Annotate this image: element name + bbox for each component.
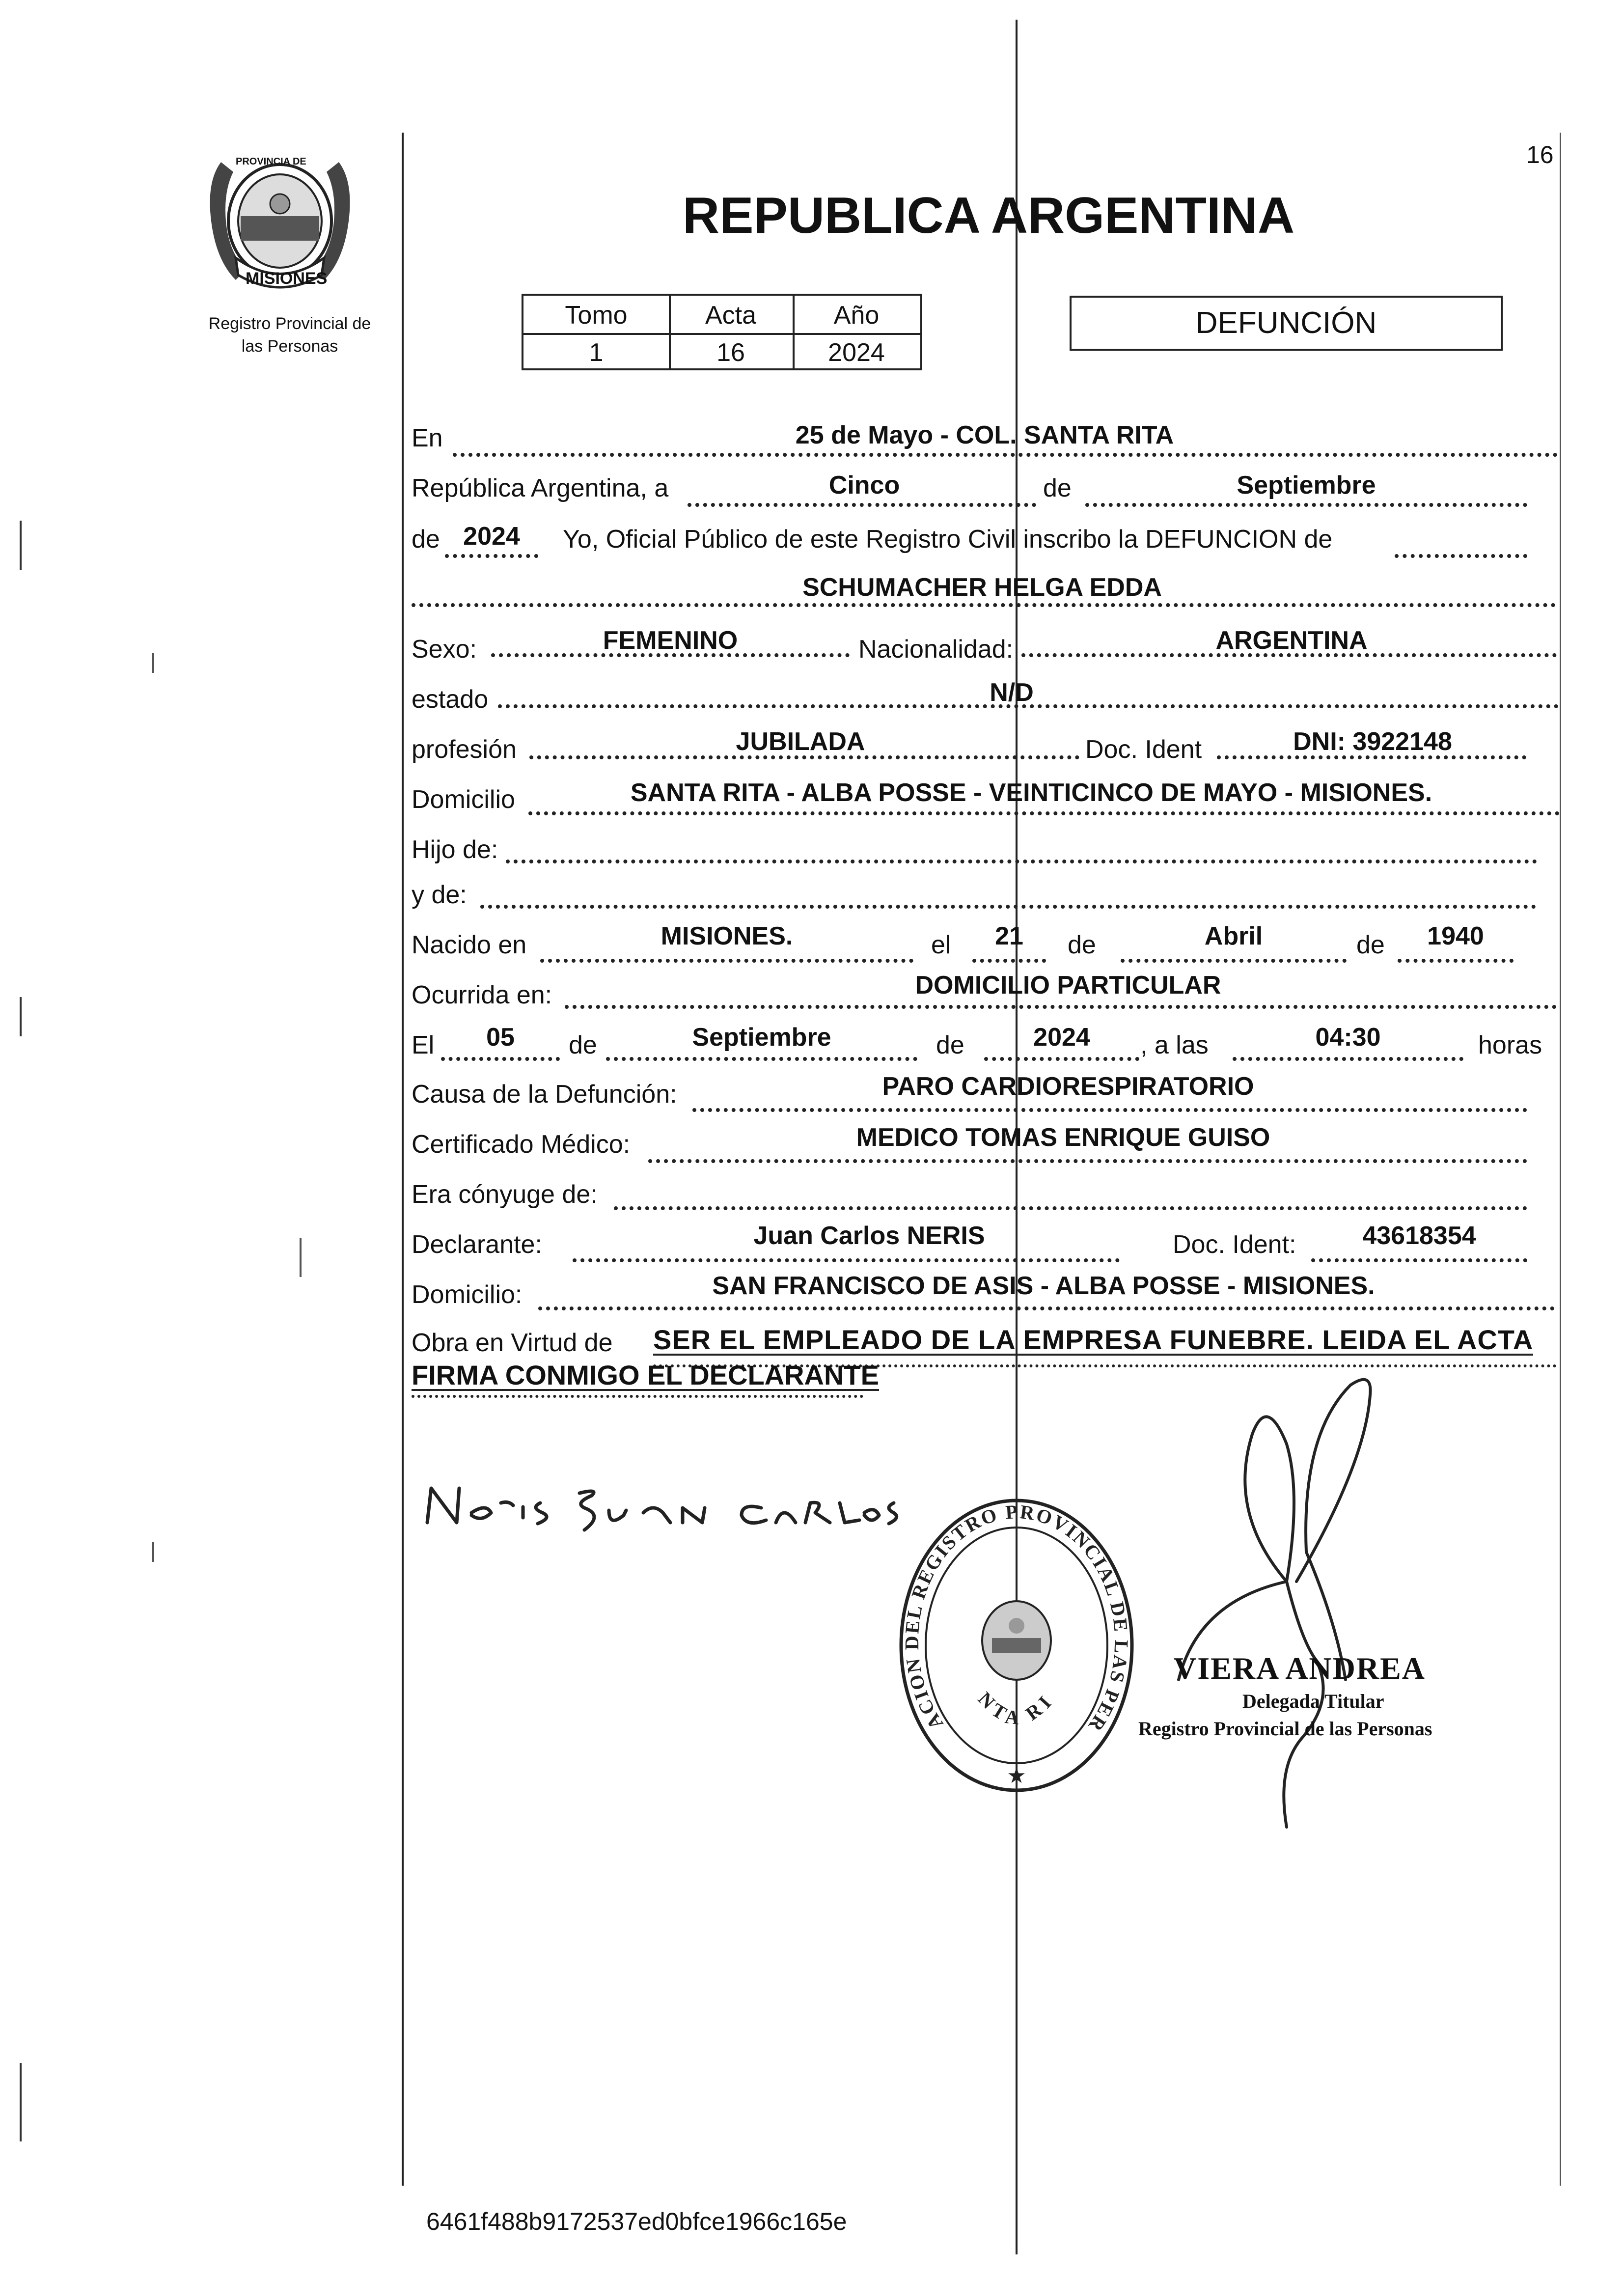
birth-year: 1940	[1427, 922, 1484, 950]
decl-doc-value: 43618354	[1362, 1222, 1476, 1250]
sexo-label: Sexo:	[412, 635, 477, 664]
registry-oval-stamp	[894, 1493, 1139, 1798]
month-value: Septiembre	[1237, 471, 1376, 500]
right-margin-line	[1560, 133, 1561, 2186]
decl-doc-label: Doc. Ident:	[1173, 1230, 1296, 1259]
conyuge-label: Era cónyuge de:	[412, 1180, 598, 1209]
nacionalidad-value: ARGENTINA	[1215, 626, 1368, 655]
horas-label: horas	[1478, 1031, 1542, 1059]
de-label: de	[1043, 474, 1072, 502]
death-month: Septiembre	[692, 1023, 831, 1052]
causa-label: Causa de la Defunción:	[412, 1080, 677, 1109]
death-de1: de	[569, 1031, 597, 1059]
nacido-label: Nacido en	[412, 931, 527, 959]
stamp-text-inner: NTA RI	[973, 1687, 1059, 1729]
ocurrida-label: Ocurrida en:	[412, 981, 552, 1009]
estado-label: estado	[412, 685, 489, 714]
declarante-label: Declarante:	[412, 1230, 542, 1259]
year-value: 2024	[463, 522, 520, 551]
estado-value: N/D	[990, 678, 1034, 707]
statement-text: Yo, Oficial Público de este Registro Civil inscribo la DEFUNCION de	[563, 525, 1333, 554]
header-title: REPUBLICA ARGENTINA	[683, 187, 1295, 244]
domicilio-label: Domicilio	[412, 785, 515, 814]
table-header-acta: Acta	[705, 301, 757, 330]
obra-label: Obra en Virtud de	[412, 1329, 613, 1357]
yde-label: y de:	[412, 881, 467, 909]
el-label: el	[931, 931, 951, 959]
doc-value: DNI: 3922148	[1293, 727, 1452, 756]
year-prefix-label: de	[412, 525, 440, 554]
ocurrida-value: DOMICILIO PARTICULAR	[915, 971, 1221, 1000]
official-stamp-office: Registro Provincial de las Personas	[1138, 1718, 1432, 1740]
hijo-label: Hijo de:	[412, 835, 498, 864]
decl-domicilio-value: SAN FRANCISCO DE ASIS - ALBA POSSE - MISIONES.	[712, 1272, 1375, 1300]
death-de2: de	[936, 1031, 964, 1059]
en-value: 25 de Mayo - COL. SANTA RITA	[795, 421, 1174, 449]
official-stamp-role: Delegada Titular	[1242, 1690, 1384, 1712]
record-table	[522, 294, 922, 370]
nacido-value: MISIONES.	[661, 922, 793, 950]
table-header-ano: Año	[833, 301, 880, 330]
obra-value-line2: FIRMA CONMIGO EL DECLARANTE	[412, 1360, 879, 1390]
nacionalidad-label: Nacionalidad:	[858, 635, 1014, 664]
republica-label: República Argentina, a	[412, 474, 669, 502]
profesion-label: profesión	[412, 735, 517, 764]
sexo-value: FEMENINO	[603, 626, 738, 655]
document-hash: 6461f488b9172537ed0bfce1966c165e	[426, 2208, 847, 2235]
certificado-label: Certificado Médico:	[412, 1130, 631, 1159]
logo-text-top: PROVINCIA DE	[236, 156, 306, 167]
table-value-tomo: 1	[589, 338, 604, 367]
table-value-ano: 2024	[828, 338, 885, 367]
registry-name-line1: Registro Provincial de	[208, 314, 371, 333]
left-margin-line	[402, 133, 404, 2186]
birth-month: Abril	[1204, 922, 1263, 950]
doc-label: Doc. Ident	[1085, 735, 1202, 764]
decl-domicilio-label: Domicilio:	[412, 1280, 523, 1309]
deceased-name: SCHUMACHER HELGA EDDA	[802, 573, 1162, 602]
obra-value-line1: SER EL EMPLEADO DE LA EMPRESA FUNEBRE. LEIDA EL ACTA	[653, 1324, 1534, 1355]
certificado-value: MEDICO TOMAS ENRIQUE GUISO	[856, 1123, 1270, 1152]
causa-value: PARO CARDIORESPIRATORIO	[882, 1072, 1254, 1101]
profesion-value: JUBILADA	[736, 727, 865, 756]
svg-text:★: ★	[1007, 1764, 1026, 1788]
el2-label: El	[412, 1031, 435, 1059]
page-number: 16	[1526, 141, 1554, 168]
registry-name-line2: las Personas	[241, 337, 338, 356]
birth-de1: de	[1068, 931, 1096, 959]
table-header-tomo: Tomo	[565, 301, 628, 330]
table-value-acta: 16	[716, 338, 745, 367]
alas-label: , a las	[1140, 1031, 1209, 1059]
domicilio-value: SANTA RITA - ALBA POSSE - VEINTICINCO DE MAYO - MISIONES.	[630, 778, 1432, 807]
death-time: 04:30	[1315, 1023, 1381, 1052]
declarant-signature	[422, 1469, 904, 1547]
official-signature	[1139, 1365, 1444, 1866]
stamp-text-outer: ACION DEL REGISTRO PROVINCIAL DE LAS PER	[900, 1500, 1133, 1737]
en-label: En	[412, 424, 443, 452]
record-type-box: DEFUNCIÓN	[1070, 296, 1503, 351]
death-day: 05	[486, 1023, 515, 1052]
day-value: Cinco	[828, 471, 900, 500]
official-stamp-name: VIERA ANDREA	[1174, 1651, 1426, 1686]
death-year: 2024	[1033, 1023, 1090, 1052]
declarante-value: Juan Carlos NERIS	[753, 1222, 985, 1250]
birth-de2: de	[1356, 931, 1385, 959]
birth-day: 21	[995, 922, 1023, 950]
logo-text-bottom: MISIONES	[246, 269, 328, 288]
